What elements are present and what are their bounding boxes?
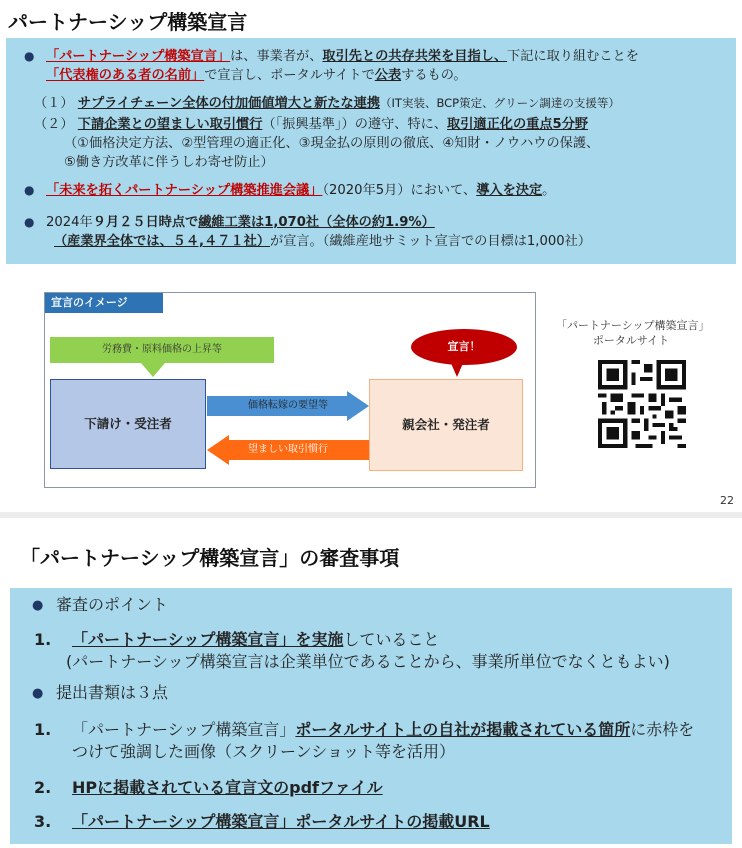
item1-text-a: サプライチェーン全体の付加価値増大と新たな連携	[77, 96, 381, 111]
qr-code-icon[interactable]	[598, 360, 686, 448]
item2-num: （２）	[34, 117, 74, 132]
p2-text-c: 導入を決定	[476, 183, 543, 198]
rising-costs-label: 労務費・原料価格の上昇等	[50, 337, 274, 363]
point-header: 審査のポイント	[56, 595, 169, 614]
desirable-practice-label: 望ましい取引慣行	[248, 444, 328, 455]
item2-text-a: 下請企業との望ましい取引慣行	[77, 117, 263, 132]
docs-header: 提出書類は３点	[56, 683, 169, 702]
doc3-num: 3.	[34, 812, 52, 831]
parent-company-box: 親会社・発注者	[369, 379, 523, 471]
bullet-icon: ●	[32, 686, 44, 701]
p3-text-d: （産業界全体では、５４,４７１社）	[54, 234, 271, 249]
down-arrow-icon	[141, 363, 165, 377]
p1-text-b: は、事業者が、	[230, 49, 323, 64]
declaration-name: 「パートナーシップ構築宣言」	[46, 49, 231, 64]
p3-line2	[54, 233, 591, 250]
item2-line1	[34, 116, 588, 133]
p1-text-g: 公表	[374, 68, 402, 83]
bullet-icon: ●	[24, 215, 35, 229]
doc1-num: 1.	[34, 720, 52, 739]
declaration-bubble: 宣言！	[411, 329, 517, 365]
p1-text-d: 下記に取り組むことを	[507, 49, 639, 64]
summary-box	[6, 38, 736, 264]
item2-text-c: 取引適正化の重点5分野	[447, 117, 589, 132]
doc3-text: 「パートナーシップ構築宣言」ポータルサイトの掲載URL	[72, 812, 490, 831]
slide-title: 「パートナーシップ構築宣言」の審査事項	[20, 546, 400, 570]
p1-line1	[46, 48, 639, 65]
item1-line	[34, 95, 620, 112]
item2-text-b: （「振興基準」）の遵守、特に、	[262, 117, 448, 132]
p3-text-a: 2024年	[46, 215, 93, 230]
point1-num: 1.	[34, 630, 52, 649]
point1-text-a: 「パートナーシップ構築宣言」を実施	[72, 630, 344, 649]
bullet-icon: ●	[24, 49, 35, 63]
p2-text-b: （2020年5月）において、	[322, 183, 477, 198]
p3-line1	[46, 214, 435, 231]
p3-text-b: ９月２５日時点で	[92, 215, 199, 230]
bubble-tail	[450, 361, 464, 377]
doc1-text-b: ポータルサイト上の自社が掲載されている箇所	[295, 720, 631, 739]
point1-line1	[72, 630, 439, 650]
item1-num: （１）	[34, 96, 74, 111]
p3-text-e: が宣言。（繊維産地サミット宣言での目標は1,000社）	[270, 234, 592, 249]
bullet-icon: ●	[32, 598, 44, 613]
doc1-text-a: 「パートナーシップ構築宣言」	[72, 720, 296, 739]
qr-caption-line1: 「パートナーシップ構築宣言」	[556, 319, 710, 332]
slide-review-items	[0, 518, 742, 848]
qr-caption	[556, 318, 710, 348]
item2-line2: （①価格決定方法、②型管理の適正化、③現金払の原則の徹底、④知財・ノウハウの保護、	[64, 136, 600, 151]
doc1-line1	[72, 720, 694, 740]
doc2-num: 2.	[34, 778, 52, 797]
slide-title: パートナーシップ構築宣言	[8, 10, 248, 34]
p1-text-c: 取引先との共存共栄を目指し、	[322, 49, 508, 64]
p2-text-a: 「未来を拓くパートナーシップ構築推進会議」	[46, 183, 323, 198]
p1-line2	[46, 67, 467, 84]
p1-text-h: するもの。	[401, 68, 467, 83]
item2-line3: ⑤働き方改革に伴うしわ寄せ防止）	[64, 155, 274, 170]
item1-text-b: （IT実装、BCP策定、グリーン調達の支援等）	[380, 96, 620, 110]
p1-text-f: で宣言し、ポータルサイトで	[204, 68, 375, 83]
page-number: 22	[720, 494, 734, 507]
price-pass-through-label: 価格転嫁の要望等	[248, 400, 328, 411]
doc1-text-c: に赤枠を	[630, 720, 695, 739]
p2-line	[46, 182, 555, 199]
review-box	[10, 588, 732, 844]
doc2-text: HPに掲載されている宣言文のpdfファイル	[72, 778, 383, 797]
point1-line2: (パートナーシップ構築宣言は企業単位であることから、事業所単位でなくともよい)	[66, 652, 670, 671]
qr-caption-line2: ポータルサイト	[592, 334, 670, 347]
p2-text-d: 。	[542, 183, 556, 198]
declaration-image-diagram	[44, 292, 536, 488]
p3-text-c: 繊維工業は1,070社（全体の約1.9%）	[198, 215, 435, 230]
diagram-tag: 宣言のイメージ	[45, 293, 163, 313]
point1-text-b: していること	[343, 630, 440, 649]
representative-name: 「代表権のある者の名前」	[46, 68, 205, 83]
bullet-icon: ●	[24, 183, 35, 197]
subcontractor-box: 下請け・受注者	[50, 379, 206, 469]
doc1-line2: つけて強調した画像（スクリーンショット等を活用）	[72, 742, 455, 761]
